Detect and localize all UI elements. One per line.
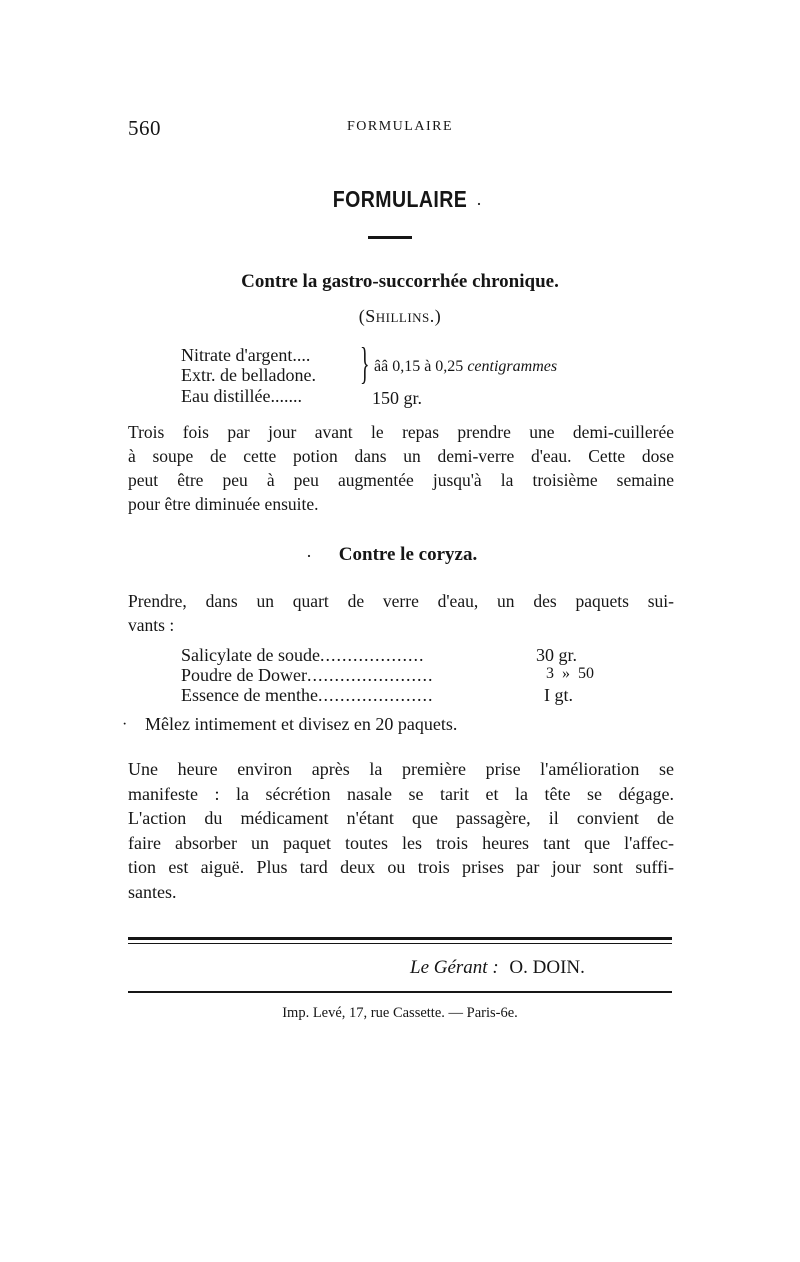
ingredient-qty: 30 gr. [536,645,578,665]
text-line: vants : [128,615,175,635]
gerant-signature [410,957,585,979]
mix-instruction: Mêlez intimement et divisez en 20 paquets. [145,714,458,734]
text-line: L'action du médicament n'étant que passagère, il convient de [128,808,674,828]
ingredient-name: Salicylate de soude [181,645,320,665]
text-line: Prendre, dans un quart de verre d'eau, un des paquets sui- [128,591,674,611]
leader-dots: ................... [319,645,425,665]
text-line: faire absorber un paquet toutes les trois heures tant que l'affec- [128,832,674,853]
intro-paragraph [128,589,674,637]
ingredient-qty: I gt. [544,685,573,705]
footer-rule [128,943,672,944]
instructions-paragraph [128,420,674,516]
leader-dots: ..................... [317,685,434,705]
leader-dots: ....................... [306,665,434,685]
section-author: (Shillins.) [358,306,442,326]
text-line: pour être diminuée ensuite. [128,494,319,514]
text-line: Une heure environ après la première prise l'amélioration se [128,759,674,779]
text-line: tion est aiguë. Plus tard deux ou trois prises par jour sont suffi- [128,857,674,877]
ingredient-name: Nitrate d'argent.... [181,345,311,365]
footer-rule [128,937,672,940]
ingredient-name: Essence de menthe [181,685,318,705]
title-mark: · [476,194,482,214]
mix-mark: · [122,716,128,733]
imprint: Imp. Levé, 17, rue Cassette. — Paris-6e. [282,1005,518,1021]
ingredient-qty: 3 » 50 [546,665,594,682]
text-line: Trois fois par jour avant le repas prendre une demi-cuillerée [128,422,674,442]
text-line: manifeste : la sécrétion nasale se tarit et la tête se dégage. [128,783,674,804]
dose-unit: centigrammes [467,358,558,375]
section-mark: · [306,546,312,566]
notes-paragraph [128,757,674,904]
imprint-rule [128,991,672,993]
ingredient-name: Poudre de Dower [181,665,307,685]
page-title: FORMULAIRE [332,186,468,212]
dose-amount: ââ 0,15 à 0,25 [374,358,464,375]
running-title: FORMULAIRE [346,119,453,134]
title-rule [368,236,412,239]
text-line: santes. [128,881,177,902]
text-line: peut être peu à peu augmentée jusqu'à la troisième semaine [128,470,674,490]
ingredient-name: Eau distillée....... [181,386,302,406]
ingredient-qty: 150 gr. [372,388,423,408]
gerant-name: O. DOIN. [509,957,585,978]
dose-shared [374,358,557,376]
brace: } [360,339,370,388]
page-number: 560 [128,116,161,140]
section-title-coryza: Contre le coryza. [338,544,478,565]
section-title-gastro: Contre la gastro-succorrhée chronique. [241,271,559,292]
text-line: à soupe de cette potion dans un demi-verre d'eau. Cette dose [128,446,674,466]
gerant-label: Le Gérant : [410,957,499,978]
ingredient-name: Extr. de belladone. [181,365,316,385]
